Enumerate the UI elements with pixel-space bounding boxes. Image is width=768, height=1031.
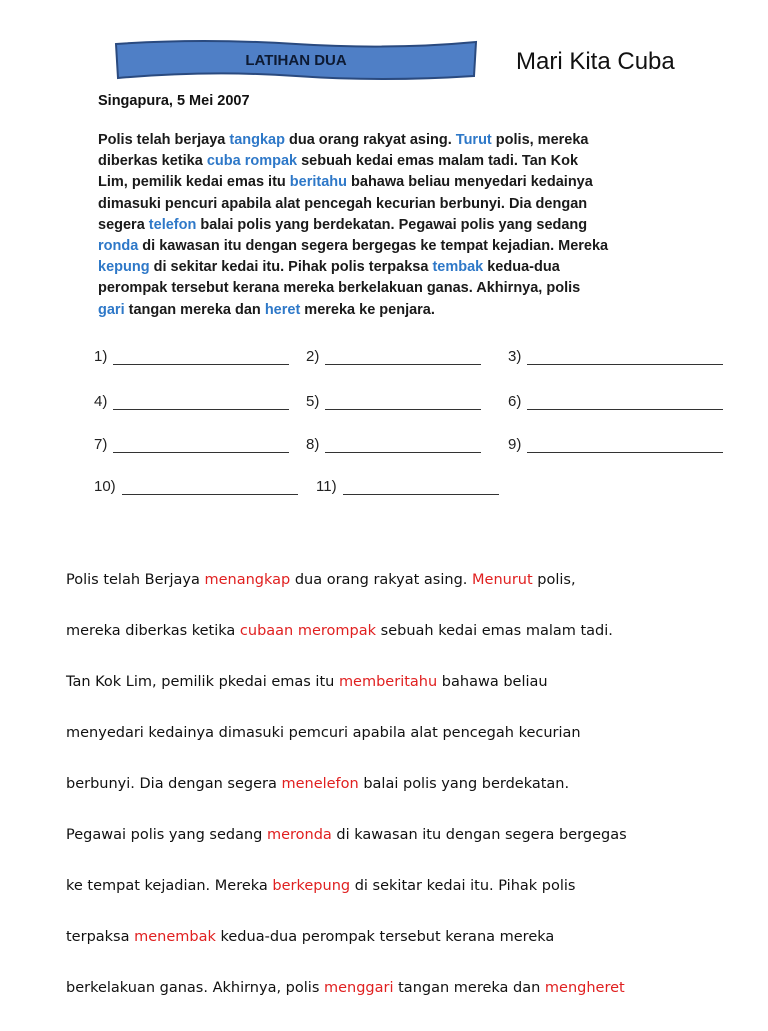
highlighted-word: menelefon (281, 776, 359, 792)
highlighted-word: meronda (266, 827, 332, 843)
highlighted-word: heret (264, 301, 301, 318)
highlighted-word: berkepung (272, 878, 351, 894)
passage-line (98, 172, 678, 193)
answer-blank-10[interactable] (94, 478, 298, 495)
text-segment: sebuah kedai emas malam tadi. Tan Kok (297, 153, 579, 170)
answer-line (325, 438, 481, 453)
highlighted-word: menangkap (204, 572, 291, 588)
text-segment: Polis telah berjaya (98, 132, 230, 148)
text-segment: dua orang rakyat asing. (290, 572, 473, 588)
highlighted-word: menggari (323, 980, 394, 996)
text-segment: di sekitar kedai itu. Pihak polis (350, 878, 576, 894)
answer-label: 3) (508, 348, 522, 365)
text-segment: Tan Kok Lim, pemilik pkedai emas itu (66, 674, 339, 690)
answer-line (325, 350, 481, 365)
text-segment: di kawasan itu dengan segera bergegas ke tempat kejadian. Mereka (138, 238, 609, 255)
answer-label: 11) (316, 478, 337, 495)
answer-line (527, 350, 723, 365)
answer-line (113, 395, 289, 410)
text-segment: Pegawai polis yang sedang (66, 827, 267, 843)
answer-label: 10) (94, 478, 116, 495)
text-segment: balai polis yang berdekatan. Pegawai polis yang sedang (196, 216, 588, 233)
text-segment: Lim, pemilik kedai emas itu (98, 174, 290, 191)
text-segment: dua orang rakyat asing. (284, 132, 456, 148)
rewrite-line (66, 827, 716, 878)
rewrite-line (66, 674, 716, 725)
highlighted-word: gari (98, 301, 125, 318)
highlighted-word: menembak (134, 929, 216, 945)
answer-blank-9[interactable] (508, 436, 723, 453)
answer-label: 9) (508, 436, 522, 453)
text-segment: berkelakuan ganas. Akhirnya, polis (66, 980, 324, 996)
passage-line (98, 215, 678, 236)
text-segment: dimasuki pencuri apabila alat pencegah kecurian berbunyi. Dia dengan (98, 195, 588, 212)
passage-line (98, 130, 678, 151)
answer-blank-7[interactable] (94, 436, 289, 453)
answer-label: 1) (94, 348, 108, 365)
answer-line (527, 438, 723, 453)
banner-title: LATIHAN DUA (245, 52, 347, 69)
text-segment: polis, mereka (491, 132, 589, 148)
highlighted-word: mengheret (544, 980, 625, 996)
answer-line (527, 395, 723, 410)
answer-label: 6) (508, 393, 522, 410)
text-segment: tangan mereka dan (393, 980, 545, 996)
text-segment: Polis telah Berjaya (66, 572, 205, 588)
answer-line (343, 480, 499, 495)
answer-blank-8[interactable] (306, 436, 481, 453)
highlighted-word: ronda (98, 238, 139, 255)
answer-label: 2) (306, 348, 320, 365)
passage-line (98, 236, 678, 257)
text-segment: kedua-dua perompak tersebut kerana mereka (215, 929, 555, 945)
rewrite-line (66, 776, 716, 827)
answer-blank-1[interactable] (94, 348, 289, 365)
text-segment: berbunyi. Dia dengan segera (66, 776, 282, 792)
text-segment: mereka diberkas ketika (66, 623, 240, 639)
answer-label: 5) (306, 393, 320, 410)
text-segment: bahawa beliau menyedari kedainya (347, 174, 593, 191)
text-segment: bahawa beliau (437, 674, 548, 690)
answer-line (113, 438, 289, 453)
rewrite-line (66, 878, 716, 929)
text-segment: sebuah kedai emas malam tadi. (376, 623, 613, 639)
answer-blank-3[interactable] (508, 348, 723, 365)
answer-blank-2[interactable] (306, 348, 481, 365)
answer-blank-5[interactable] (306, 393, 481, 410)
text-segment: di kawasan itu dengan segera bergegas (331, 827, 627, 843)
text-segment: balai polis yang berdekatan. (358, 776, 570, 792)
exercise-passage (98, 130, 678, 321)
answer-blank-4[interactable] (94, 393, 289, 410)
page-heading: Mari Kita Cuba (516, 48, 675, 75)
text-segment: terpaksa (66, 929, 135, 945)
text-segment: mereka ke penjara. (300, 301, 435, 318)
answer-blank-6[interactable] (508, 393, 723, 410)
rewrite-line (66, 572, 716, 623)
text-segment: segera (98, 216, 149, 233)
rewrite-line (66, 980, 716, 1031)
rewrite-line (66, 623, 716, 674)
highlighted-word: tembak (432, 259, 484, 276)
passage-line (98, 300, 678, 321)
answer-label: 7) (94, 436, 108, 453)
text-segment: ke tempat kejadian. Mereka (66, 878, 273, 894)
answer-line (113, 350, 289, 365)
text-segment: di sekitar kedai itu. Pihak polis terpaksa (149, 259, 433, 276)
answer-label: 8) (306, 436, 320, 453)
highlighted-word: Menurut (472, 572, 533, 588)
passage-line (98, 194, 678, 215)
text-segment: tangan mereka dan (124, 301, 265, 318)
answer-rewrite-passage (66, 572, 716, 1031)
highlighted-word: memberitahu (338, 674, 438, 690)
highlighted-word: cuba rompak (206, 153, 298, 170)
highlighted-word: telefon (148, 216, 197, 233)
answer-blank-11[interactable] (316, 478, 499, 495)
text-segment: polis, (532, 572, 576, 588)
highlighted-word: cubaan merompak (239, 623, 377, 639)
highlighted-word: Turut (455, 132, 492, 148)
answer-line (122, 480, 298, 495)
highlighted-word: beritahu (289, 174, 347, 191)
text-segment: perompak tersebut kerana mereka berkelakuan ganas. Akhirnya, polis (98, 280, 581, 297)
rewrite-line (66, 725, 716, 776)
passage-line (98, 278, 678, 299)
text-segment: diberkas ketika (98, 153, 207, 170)
highlighted-word: kepung (98, 259, 150, 276)
text-segment: kedua-dua (483, 259, 560, 276)
text-segment: menyedari kedainya dimasuki pemcuri apabila alat pencegah kecurian (66, 725, 581, 741)
rewrite-line (66, 929, 716, 980)
title-banner (112, 36, 480, 84)
highlighted-word: tangkap (229, 132, 285, 148)
answer-label: 4) (94, 393, 108, 410)
passage-line (98, 151, 678, 172)
passage-line (98, 257, 678, 278)
answer-blanks-grid (94, 348, 734, 508)
answer-line (325, 395, 481, 410)
dateline: Singapura, 5 Mei 2007 (98, 93, 250, 109)
